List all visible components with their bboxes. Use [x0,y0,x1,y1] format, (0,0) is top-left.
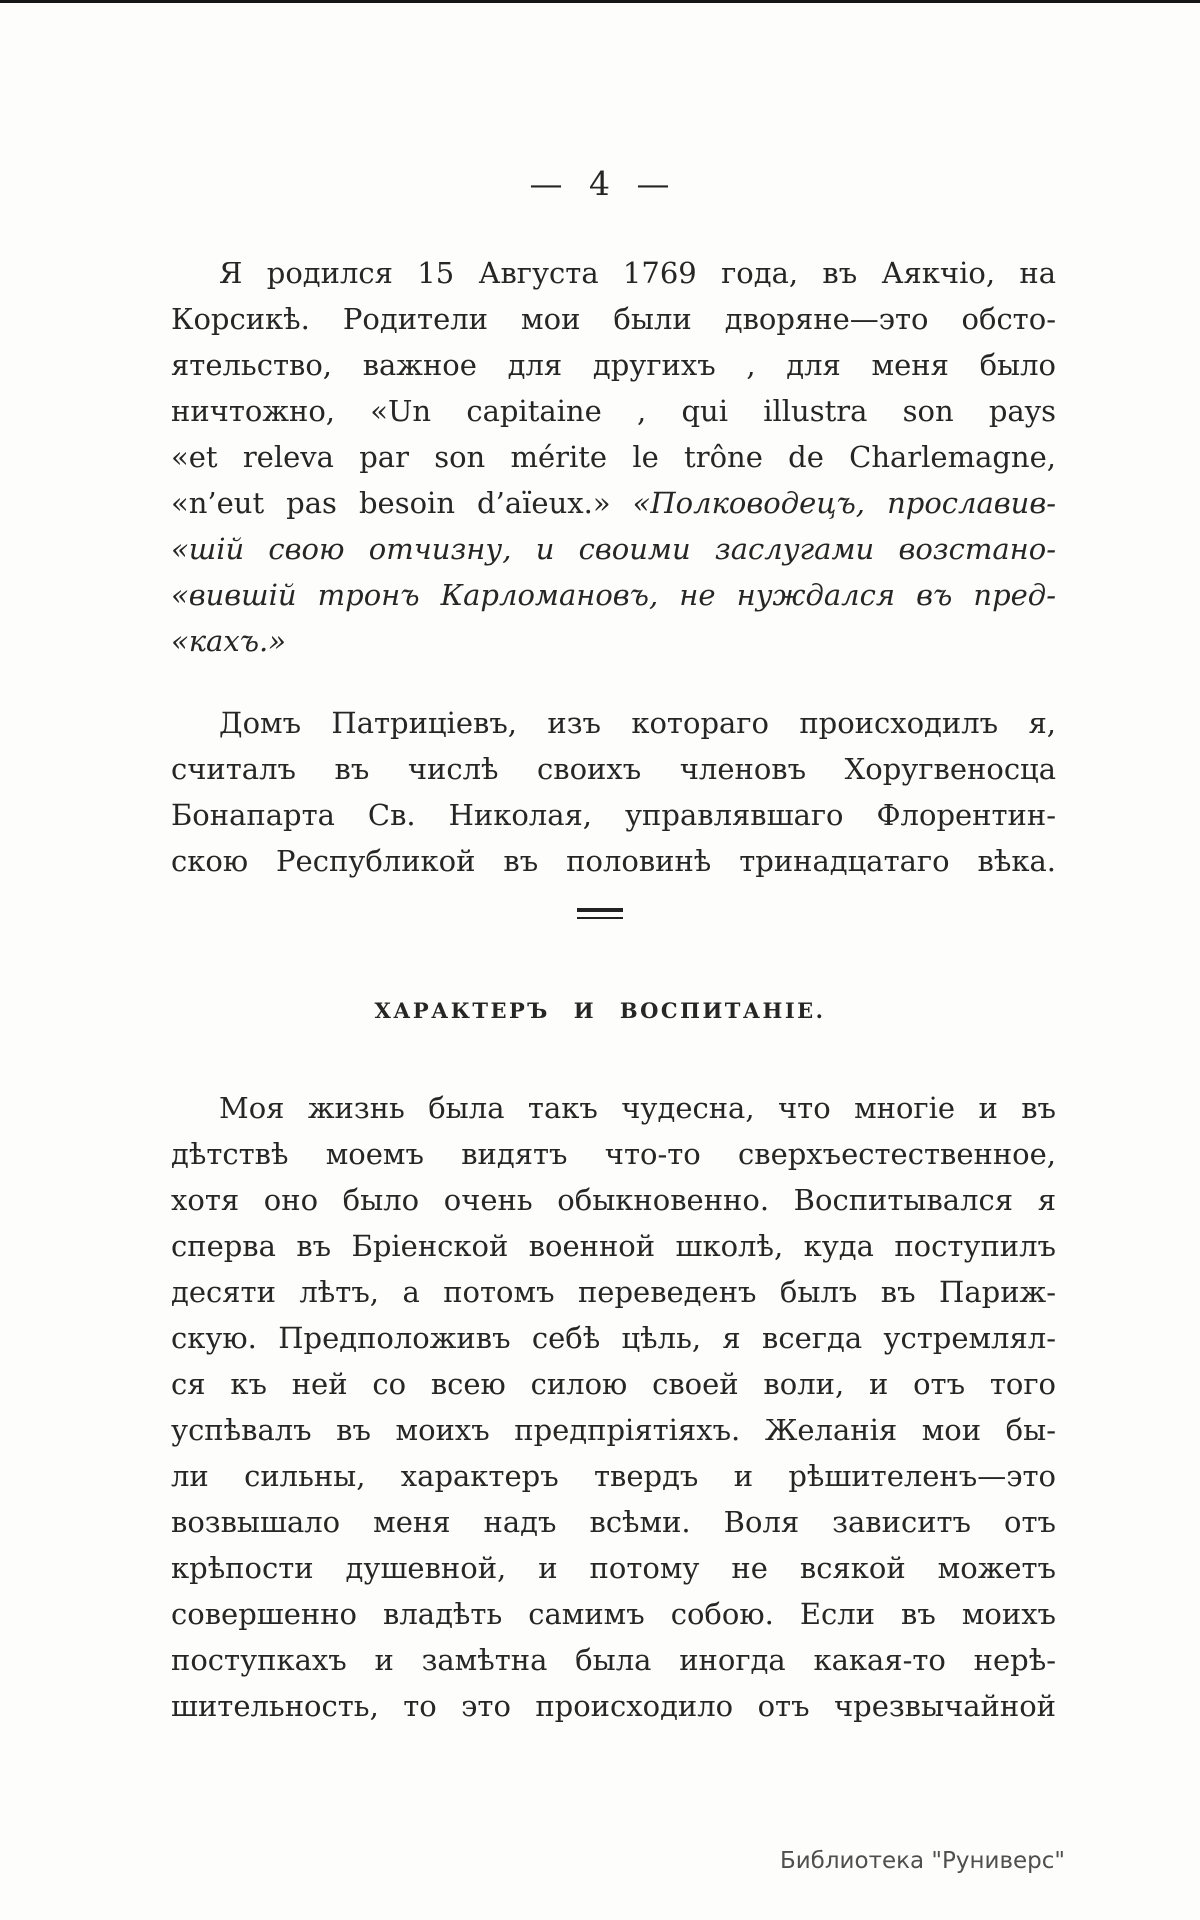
text-segment: возвышало меня надъ всѣми. Воля зависитъ отъ [171,1505,1056,1539]
text-segment: «et releva par son mérite le trône de Charlemagne, [171,440,1056,474]
scan-edge-artifact [0,0,1200,3]
text-segment: скую. Предположивъ себѣ цѣль, я всегда устремлял- [171,1321,1056,1355]
text-line [171,1085,1056,1131]
double-rule [577,908,623,919]
text-line [171,1177,1056,1223]
text-line [171,572,1056,618]
text-segment: ли сильны, характеръ твердъ и рѣшителенъ—это [171,1459,1056,1493]
italic-text-segment: «вившій тронъ Карломановъ, не нуждался въ пред- [171,578,1056,612]
section-divider [0,908,1200,919]
text-line [171,1407,1056,1453]
text-segment: совершенно владѣть самимъ собою. Если въ моихъ [171,1597,1056,1631]
text-segment: Домъ Патриціевъ, изъ котораго происходилъ я, [219,706,1056,740]
text-line [171,700,1056,746]
text-line [171,1315,1056,1361]
library-watermark: Библиотека "Руниверс" [779,1848,1065,1874]
section-heading: ХАРАКТЕРЪ И ВОСПИТАНІЕ. [374,998,826,1023]
text-line [171,838,1056,884]
text-segment: шительность, то это происходило отъ чрезвычайной [171,1689,1056,1723]
text-line [171,434,1056,480]
text-line [171,388,1056,434]
text-segment: Моя жизнь была такъ чудесна, что многіе и въ [219,1091,1056,1125]
text-segment: успѣвалъ въ моихъ предпріятіяхъ. Желанія мои бы- [171,1413,1056,1447]
text-segment: Бонапарта Св. Николая, управлявшаго Флорентин- [171,798,1056,832]
text-line [171,1591,1056,1637]
text-segment: крѣпости душевной, и потому не всякой можетъ [171,1551,1056,1585]
text-line [171,526,1056,572]
text-line [171,1453,1056,1499]
italic-text-segment: «кахъ.» [171,624,286,658]
text-line [171,1223,1056,1269]
text-segment: скою Республикой въ половинѣ тринадцатаго вѣка. [171,844,1056,878]
text-line [171,1499,1056,1545]
text-segment: «n’eut pas besoin d’aïeux.» [171,486,633,520]
text-line [171,342,1056,388]
text-line [171,480,1056,526]
text-line [171,1269,1056,1315]
italic-text-segment: «Полководецъ, прославив- [632,486,1056,520]
text-segment: Я родился 15 Августа 1769 года, въ Аякчіо, на [219,256,1056,290]
paragraph-patrician-house [171,700,1056,884]
text-segment: считалъ въ числѣ своихъ членовъ Хоругвеносца [171,752,1056,786]
text-segment: хотя оно было очень обыкновенно. Воспитывался я [171,1183,1056,1217]
text-segment: ятельство, важное для другихъ , для меня было [171,348,1056,382]
text-segment: сперва въ Бріенской военной школѣ, куда поступилъ [171,1229,1056,1263]
text-line [171,1545,1056,1591]
text-line [171,1361,1056,1407]
text-segment: десяти лѣтъ, а потомъ переведенъ былъ въ Париж- [171,1275,1056,1309]
paragraph-birth-and-origin [171,250,1056,664]
text-line [171,250,1056,296]
page-number: — 4 — [529,164,671,203]
paragraph-character-upbringing [171,1085,1056,1729]
text-line [171,618,1056,664]
text-segment: поступкахъ и замѣтна была иногда какая-то нерѣ- [171,1643,1056,1677]
text-line [171,1131,1056,1177]
text-segment: Корсикѣ. Родители мои были дворяне—это обсто- [171,302,1056,336]
text-segment: дѣтствѣ моемъ видятъ что-то сверхъестественное, [171,1137,1056,1171]
text-line [171,296,1056,342]
text-segment: ничтожно, «Un capitaine , qui illustra son pays [171,394,1056,428]
thick-rule [577,908,623,912]
italic-text-segment: «шій свою отчизну, и своими заслугами возстано- [171,532,1056,566]
text-segment: ся къ ней со всею силою своей воли, и отъ того [171,1367,1056,1401]
thin-rule [577,917,623,919]
text-line [171,1637,1056,1683]
text-line [171,1683,1056,1729]
text-line [171,746,1056,792]
text-line [171,792,1056,838]
